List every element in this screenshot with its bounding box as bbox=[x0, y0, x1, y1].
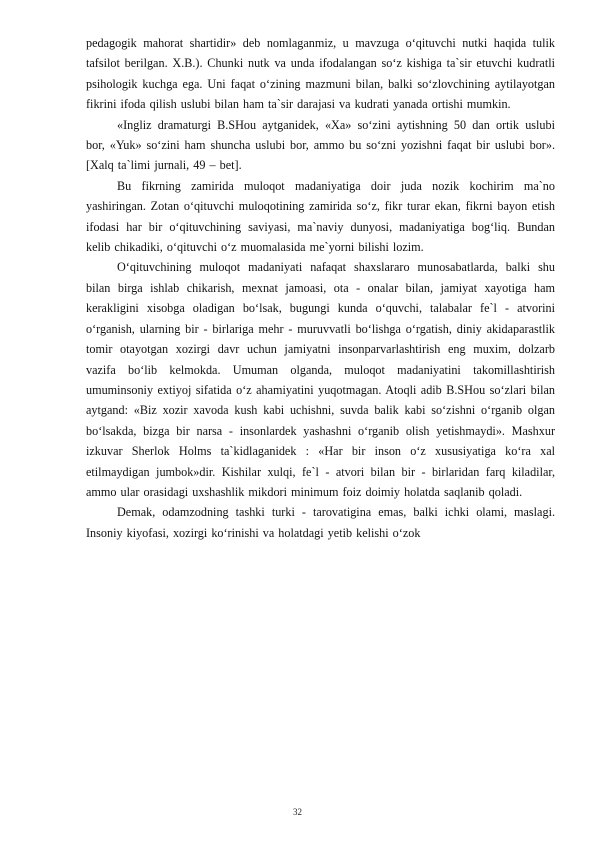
document-page bbox=[86, 33, 555, 543]
paragraph-3: Bu fikrning zamirida muloqot madaniyatiga doir juda nozik kochirim ma`no yashiringan. Zotan o‘qituvchi muloqotining zamirida so‘z, fikr turar ekan, fikrni bayon etish ifodasi har bir o‘qituvchining saviyasi, ma`naviy dunyosi, madaniyatiga bog‘liq. Bundan kelib chikadiki, o‘qituvchi o‘z muomalasida me`yorni bilishi lozim. bbox=[86, 178, 555, 255]
paragraph-4: O‘qituvchining muloqot madaniyati nafaqat shaxslararo munosabatlarda, balki shu bilan birga ishlab chikarish, mexnat jamoasi, ota - onalar bilan, jamiyat xayotiga ham kerakligini xisobga oladigan bo‘lsak, bugungi kunda o‘quvchi, talabalar fe`l - atvorini o‘rganish, ularning bir - birlariga mehr - muruvvatli bo‘lishga o‘rgatish, diniy akidaparastlik tomir otayotgan xozirgi davr uchun jamiyatni insonparvarlashtirish eng muxim, dolzarb vazifa bo‘lib kelmokda. Umuman olganda, muloqot madaniyatini takomillashtirish umuminsoniy extiyoj sifatida o‘z ahamiyatini yuqotmagan. Atoqli adib B.SHou so‘zlari bilan aytgand: «Biz xozir xavoda kush kabi uchishni, suvda balik kabi so‘zishni o‘rganib olgan bo‘lsakda, bizga bir narsa - insonlardek yashashni o‘rganib olish yetishmaydi». Mashxur izkuvar Sherlok Holms ta`kidlaganidek : «Har bir inson o‘z xususiyatiga ko‘ra xal etilmaydigan jumbok»dir. Kishilar xulqi, fe`l - atvori bilan bir - birlaridan farq kiladilar, ammo ular orasidagi uxshashlik mikdori minimum foiz doimiy holatda saqlanib qoladi. bbox=[86, 260, 555, 499]
paragraph-2: «Ingliz dramaturgi B.SHou aytganidek, «Xa» so‘zini aytishning 50 dan ortik uslubi bor, «Yuk» so‘zini ham shuncha uslubi bor, ammo bu so‘zni yozishni faqat bir uslubi bor».[Xalq ta`limi jurnali, 49 – bet]. bbox=[86, 117, 555, 173]
paragraph-1: pedagogik mahorat shartidir» deb nomlaganmiz, u mavzuga o‘qituvchi nutki haqida tulik tafsilot berilgan. X.B.). Chunki nutk va unda ifodalangan so‘z kishiga ta`sir etuvchi kudratli psihologik kuchga ega. Uni faqat o‘zining mazmuni bilan, balki so‘zlovchining aytilayotgan fikrini ifoda qilish uslubi bilan ham ta`sir darajasi va kudrati yanada ortishi mumkin. bbox=[86, 36, 555, 112]
page-number: 32 bbox=[293, 807, 302, 817]
paragraph-5: Demak, odamzodning tashki turki - tarovatigina emas, balki ichki olami, maslagi. Insoniy kiyofasi, xozirgi ko‘rinishi va holatdagi yetib kelishi o‘zok bbox=[86, 505, 555, 540]
